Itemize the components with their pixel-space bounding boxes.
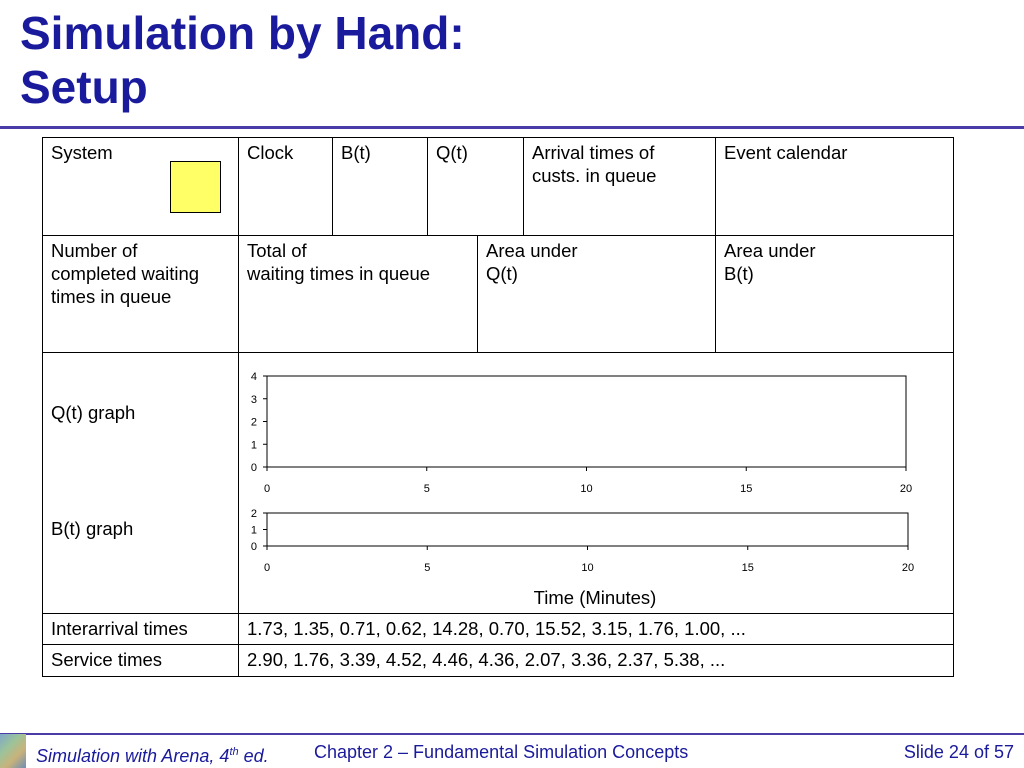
b-chart-x-tick-label: 0 [263,562,271,574]
interarrival-label-cell [42,613,239,645]
footer-book-superscript: th [229,746,239,758]
b-chart-y-tick-label: 2 [250,508,257,520]
service-values: 2.90, 1.76, 3.39, 4.52, 4.46, 4.36, 2.07, 3.36, 2.37, 5.38, ... [247,649,726,670]
b-t-cell [332,137,428,236]
b-chart-x-tick-label: 20 [901,562,915,574]
b-chart-x-tick-label: 10 [581,562,594,574]
footer-slide-number: Slide 24 of 57 [903,742,1014,762]
area-under-b-line-2: B(t) [724,263,754,284]
b-t-label: B(t) [341,142,371,163]
arrival-times-label-line-2: custs. in queue [532,165,657,186]
completed-waiting-line-3: times in queue [51,286,172,307]
q-chart-plot-frame [267,376,906,467]
area-under-q-line-2: Q(t) [486,263,518,284]
total-waiting-line-1: Total of [247,240,307,261]
slide-title [20,6,465,114]
interarrival-values-cell [238,613,954,645]
footer-book-suffix: ed. [238,746,269,766]
service-values-cell [238,644,954,677]
service-label: Service times [51,649,163,670]
b-t-chart [251,508,914,574]
q-chart-x-tick-label: 15 [740,483,753,495]
arena-logo [0,734,26,768]
q-chart-y-tick-label: 4 [250,371,257,383]
q-chart-y-tick-label: 2 [250,416,257,429]
area-under-b-cell [715,235,954,353]
system-label: System [51,142,113,163]
interarrival-label: Interarrival times [51,618,188,639]
arrival-times-label-line-1: Arrival times of [532,142,655,163]
b-chart-x-tick-label: 15 [741,562,754,574]
event-calendar-cell [715,137,954,236]
graphs-area [239,353,953,613]
q-chart-y-tick-label: 1 [250,439,257,452]
q-chart-x-tick-label: 20 [899,483,913,495]
graph-labels-cell [42,352,239,614]
title-divider [0,126,1024,129]
clock-cell [238,137,333,236]
interarrival-values: 1.73, 1.35, 0.71, 0.62, 14.28, 0.70, 15.52, 3.15, 1.76, 1.00, ... [247,618,746,639]
b-chart-x-tick-label: 5 [424,562,431,574]
system-server-box [170,161,221,213]
b-chart-plot-frame [267,513,908,546]
q-chart-x-tick-label: 5 [423,483,430,495]
service-label-cell [42,644,239,677]
event-calendar-label: Event calendar [724,142,848,163]
b-chart-y-tick-label: 0 [250,541,257,553]
area-under-b-line-1: Area under [724,240,816,261]
clock-label: Clock [247,142,294,163]
total-waiting-line-2: waiting times in queue [247,263,431,284]
b-chart-y-tick-label: 1 [250,524,257,537]
completed-waiting-line-1: Number of [51,240,138,261]
total-waiting-cell [238,235,478,353]
footer-book-title-text: Simulation with Arena, 4 [36,746,230,766]
slide-title-line-2: Setup [20,61,148,113]
footer-chapter: Chapter 2 – Fundamental Simulation Concepts [314,742,689,762]
completed-waiting-cell [42,235,239,353]
q-t-label: Q(t) [436,142,468,163]
q-chart-x-tick-label: 10 [580,483,593,495]
q-t-chart [251,371,912,495]
q-chart-y-tick-label: 0 [250,462,257,474]
b-graph-label: B(t) graph [51,518,134,539]
q-t-cell [427,137,524,236]
area-under-q-line-1: Area under [486,240,578,261]
footer-divider [0,733,1024,735]
q-chart-y-tick-label: 3 [250,393,257,406]
slide-title-line-1: Simulation by Hand: [20,7,465,59]
q-chart-x-tick-label: 0 [263,483,271,495]
arrival-times-cell [523,137,716,236]
footer-book-title [36,740,269,768]
time-axis-label: Time (Minutes) [533,587,657,608]
completed-waiting-line-2: completed waiting [51,263,200,284]
q-graph-label: Q(t) graph [51,402,136,423]
area-under-q-cell [477,235,716,353]
